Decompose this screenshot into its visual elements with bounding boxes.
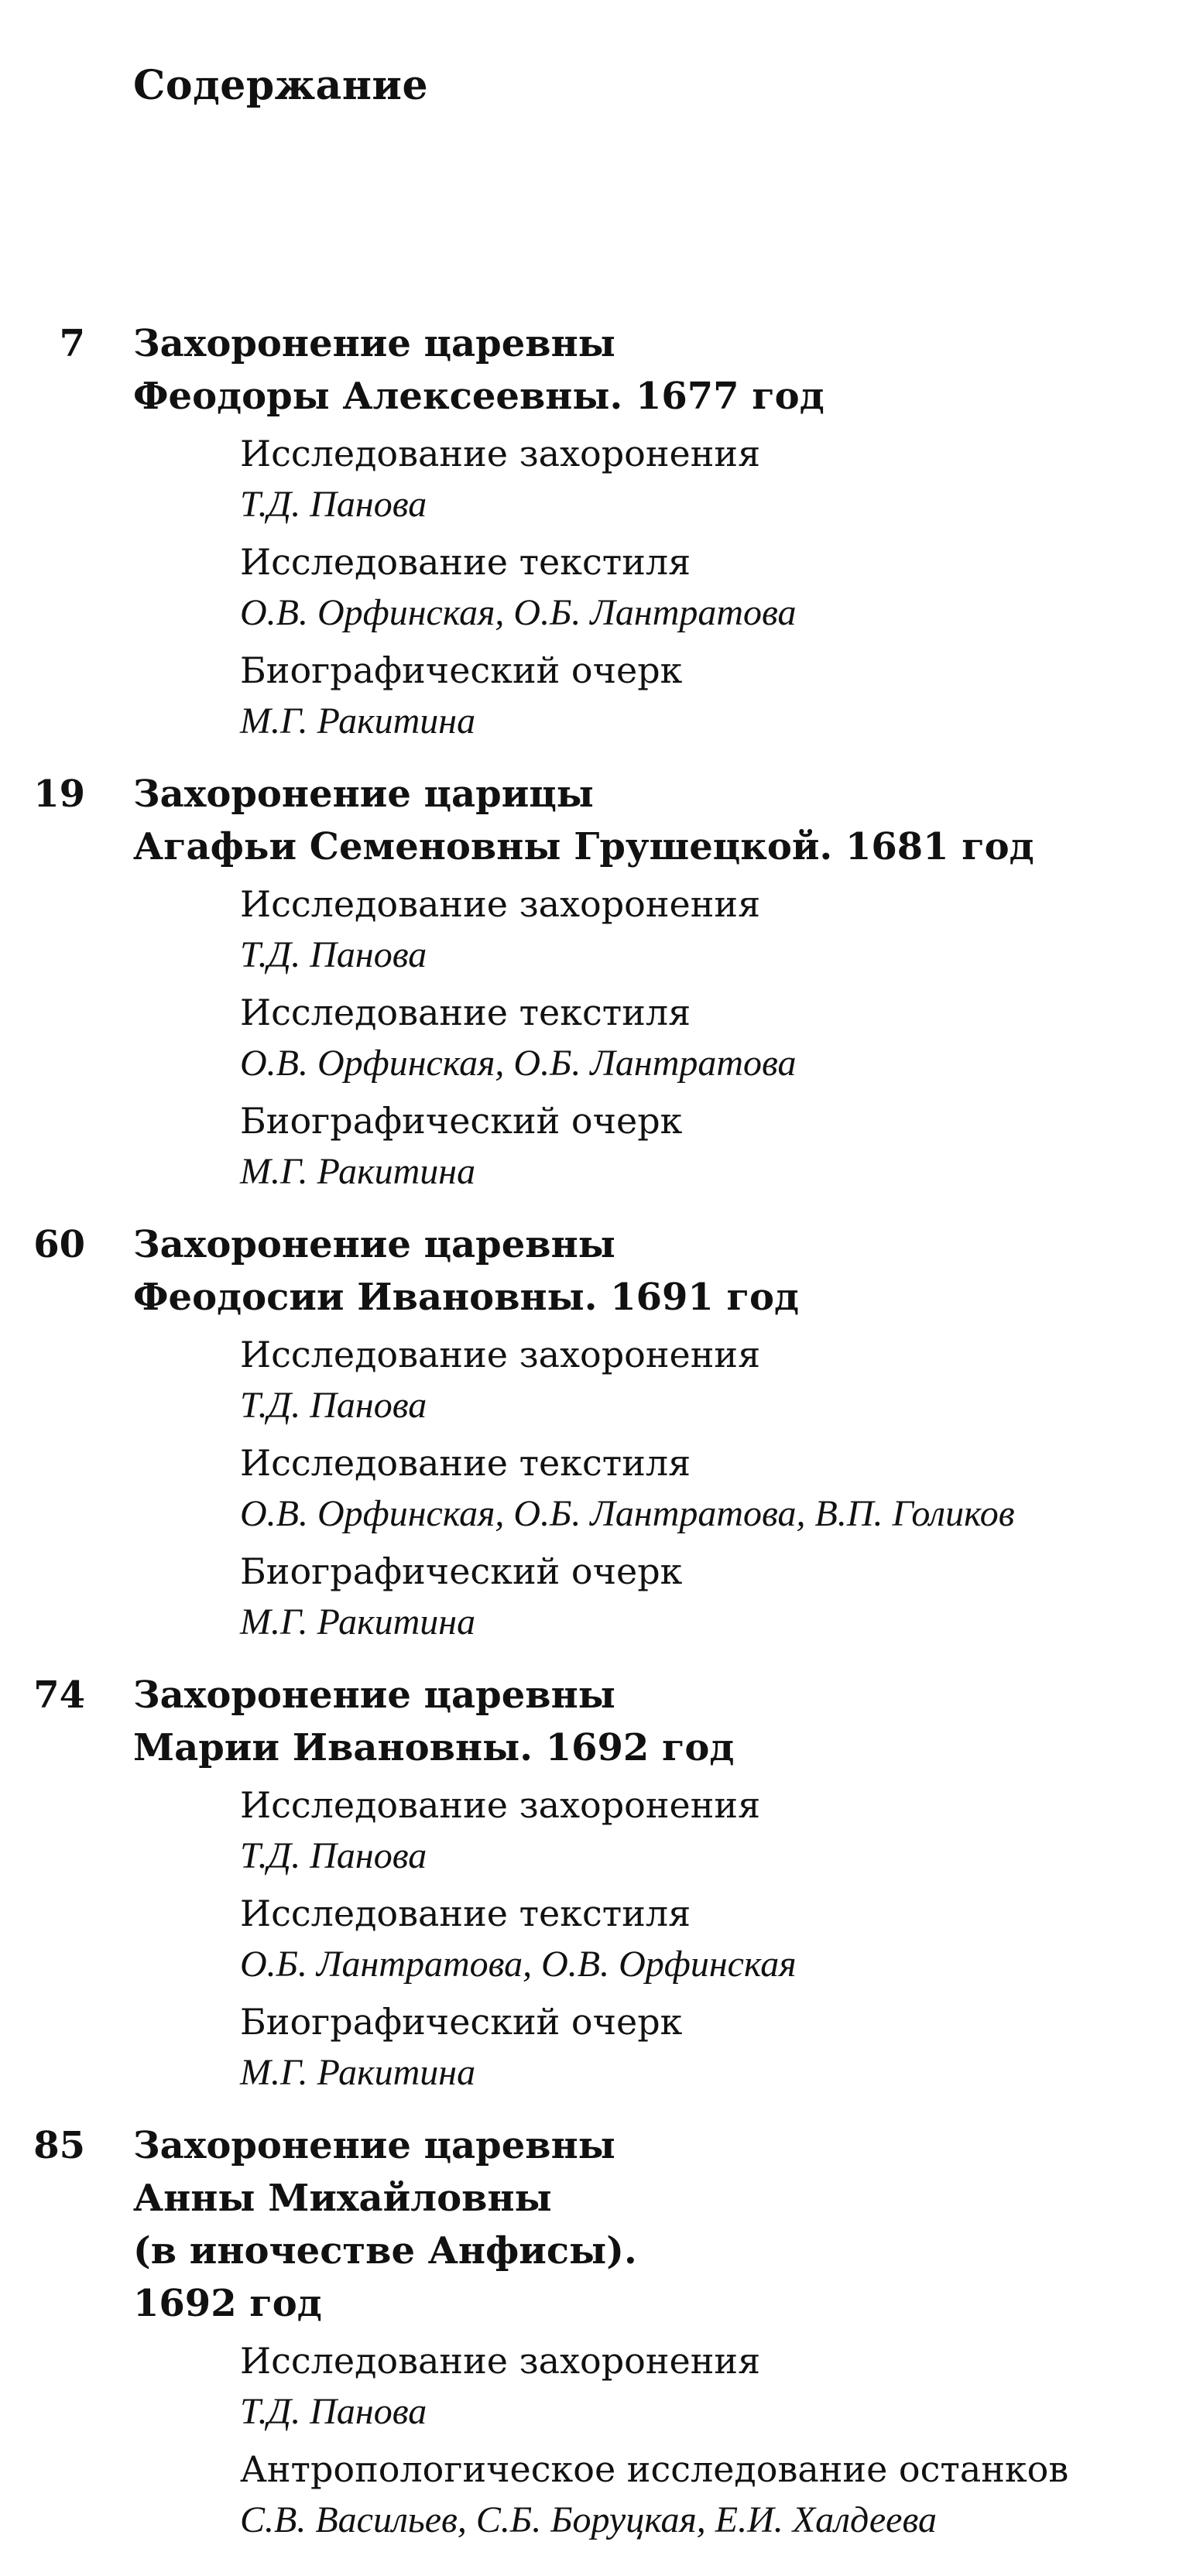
toc-subentry bbox=[240, 878, 1193, 980]
contents-heading: Содержание bbox=[133, 62, 429, 109]
toc-entry-title bbox=[133, 317, 1193, 423]
toc-subentry-title: Исследование захоронения bbox=[240, 1334, 761, 1375]
toc-entry bbox=[0, 317, 1193, 746]
toc-subentry-authors: Т.Д. Панова bbox=[240, 1385, 427, 1426]
toc-subentry bbox=[240, 1545, 1193, 1647]
toc-subentries bbox=[240, 878, 1193, 1197]
toc-subentry-authors: О.В. Орфинская, О.Б. Лантратова, В.П. Голиков bbox=[240, 1493, 1015, 1534]
toc-entry-title-line: (в иночестве Анфисы). bbox=[133, 2229, 637, 2273]
toc-subentry bbox=[240, 427, 1193, 529]
toc-subentry-authors: О.Б. Лантратова, О.В. Орфинская bbox=[240, 1944, 797, 1985]
toc-entry-title-line: Захоронение царевны bbox=[133, 322, 615, 365]
toc-subentry-authors: С.В. Васильев, С.Б. Боруцкая, Е.И. Халдеева bbox=[240, 2499, 937, 2540]
toc-entry-title-line: Феодоры Алексеевны. 1677 год bbox=[133, 375, 824, 418]
toc-subentry-authors: О.В. Орфинская, О.Б. Лантратова bbox=[240, 592, 797, 633]
toc-page-number: 7 bbox=[59, 322, 85, 365]
toc-subentry bbox=[240, 1779, 1193, 1881]
toc-subentry bbox=[240, 1328, 1193, 1430]
toc-subentry-authors: Т.Д. Панова bbox=[240, 484, 427, 525]
toc-entry bbox=[0, 1669, 1193, 2098]
toc-subentries bbox=[240, 427, 1193, 746]
toc-entry-title-line: Феодосии Ивановны. 1691 год bbox=[133, 1276, 799, 1319]
toc-page-number: 60 bbox=[33, 1223, 85, 1266]
toc-page-number: 74 bbox=[33, 1673, 85, 1717]
toc-subentry-title: Исследование захоронения bbox=[240, 2340, 761, 2382]
toc-entry-title-line: Захоронение царевны bbox=[133, 1223, 615, 1266]
toc-subentry-title: Антропологическое исследование останков bbox=[240, 2448, 1069, 2490]
toc-entry-title-line: Агафьи Семеновны Грушецкой. 1681 год bbox=[133, 825, 1034, 868]
toc-page-number: 85 bbox=[33, 2124, 85, 2167]
table-of-contents bbox=[0, 317, 1193, 2567]
toc-subentry bbox=[240, 1437, 1193, 1539]
toc-subentry bbox=[240, 1995, 1193, 2098]
toc-subentry bbox=[240, 536, 1193, 638]
toc-entry bbox=[0, 1218, 1193, 1647]
toc-subentry-authors: М.Г. Ракитина bbox=[240, 1151, 476, 1192]
toc-entry-title-line: Захоронение царевны bbox=[133, 1673, 615, 1717]
toc-entry-title-line: Захоронение царицы bbox=[133, 772, 594, 816]
toc-subentry-authors: Т.Д. Панова bbox=[240, 2391, 427, 2432]
toc-entry bbox=[0, 2119, 1193, 2545]
toc-entry bbox=[0, 768, 1193, 1197]
toc-entry-title bbox=[133, 2119, 1193, 2330]
toc-subentries bbox=[240, 1328, 1193, 1647]
toc-entry-title bbox=[133, 1669, 1193, 1774]
toc-entry-title bbox=[133, 768, 1193, 873]
toc-subentry-authors: М.Г. Ракитина bbox=[240, 2052, 476, 2093]
toc-subentry-authors: Т.Д. Панова bbox=[240, 934, 427, 975]
toc-subentry-title: Исследование захоронения bbox=[240, 433, 761, 474]
toc-subentry-title: Биографический очерк bbox=[240, 2001, 683, 2043]
toc-subentry-title: Исследование текстиля bbox=[240, 1893, 691, 1934]
toc-entry-title bbox=[133, 1218, 1193, 1324]
toc-entry-title-line: Захоронение царевны bbox=[133, 2124, 615, 2167]
toc-subentry-authors: М.Г. Ракитина bbox=[240, 1601, 476, 1643]
toc-subentry-title: Исследование текстиля bbox=[240, 541, 691, 583]
toc-subentry-title: Биографический очерк bbox=[240, 649, 683, 691]
toc-subentry bbox=[240, 1094, 1193, 1197]
toc-subentry-title: Исследование текстиля bbox=[240, 1442, 691, 1484]
toc-subentry-title: Исследование захоронения bbox=[240, 883, 761, 925]
toc-subentry bbox=[240, 2334, 1193, 2437]
toc-subentry-title: Исследование текстиля bbox=[240, 992, 691, 1033]
toc-page-number: 19 bbox=[33, 772, 85, 816]
toc-subentry-authors: О.В. Орфинская, О.Б. Лантратова bbox=[240, 1043, 797, 1084]
toc-subentry bbox=[240, 986, 1193, 1088]
toc-subentries bbox=[240, 2334, 1193, 2545]
toc-subentry-title: Исследование захоронения bbox=[240, 1784, 761, 1826]
toc-subentry bbox=[240, 1887, 1193, 1989]
toc-entry-title-line: Анны Михайловны bbox=[133, 2177, 552, 2220]
toc-subentry bbox=[240, 644, 1193, 746]
toc-entry-title-line: 1692 год bbox=[133, 2282, 322, 2325]
toc-subentry-title: Биографический очерк bbox=[240, 1550, 683, 1592]
toc-subentry-authors: М.Г. Ракитина bbox=[240, 701, 476, 742]
toc-subentry-authors: Т.Д. Панова bbox=[240, 1835, 427, 1876]
toc-entry-title-line: Марии Ивановны. 1692 год bbox=[133, 1726, 735, 1769]
toc-subentry-title: Биографический очерк bbox=[240, 1100, 683, 1142]
toc-subentries bbox=[240, 1779, 1193, 2098]
toc-subentry bbox=[240, 2443, 1193, 2545]
